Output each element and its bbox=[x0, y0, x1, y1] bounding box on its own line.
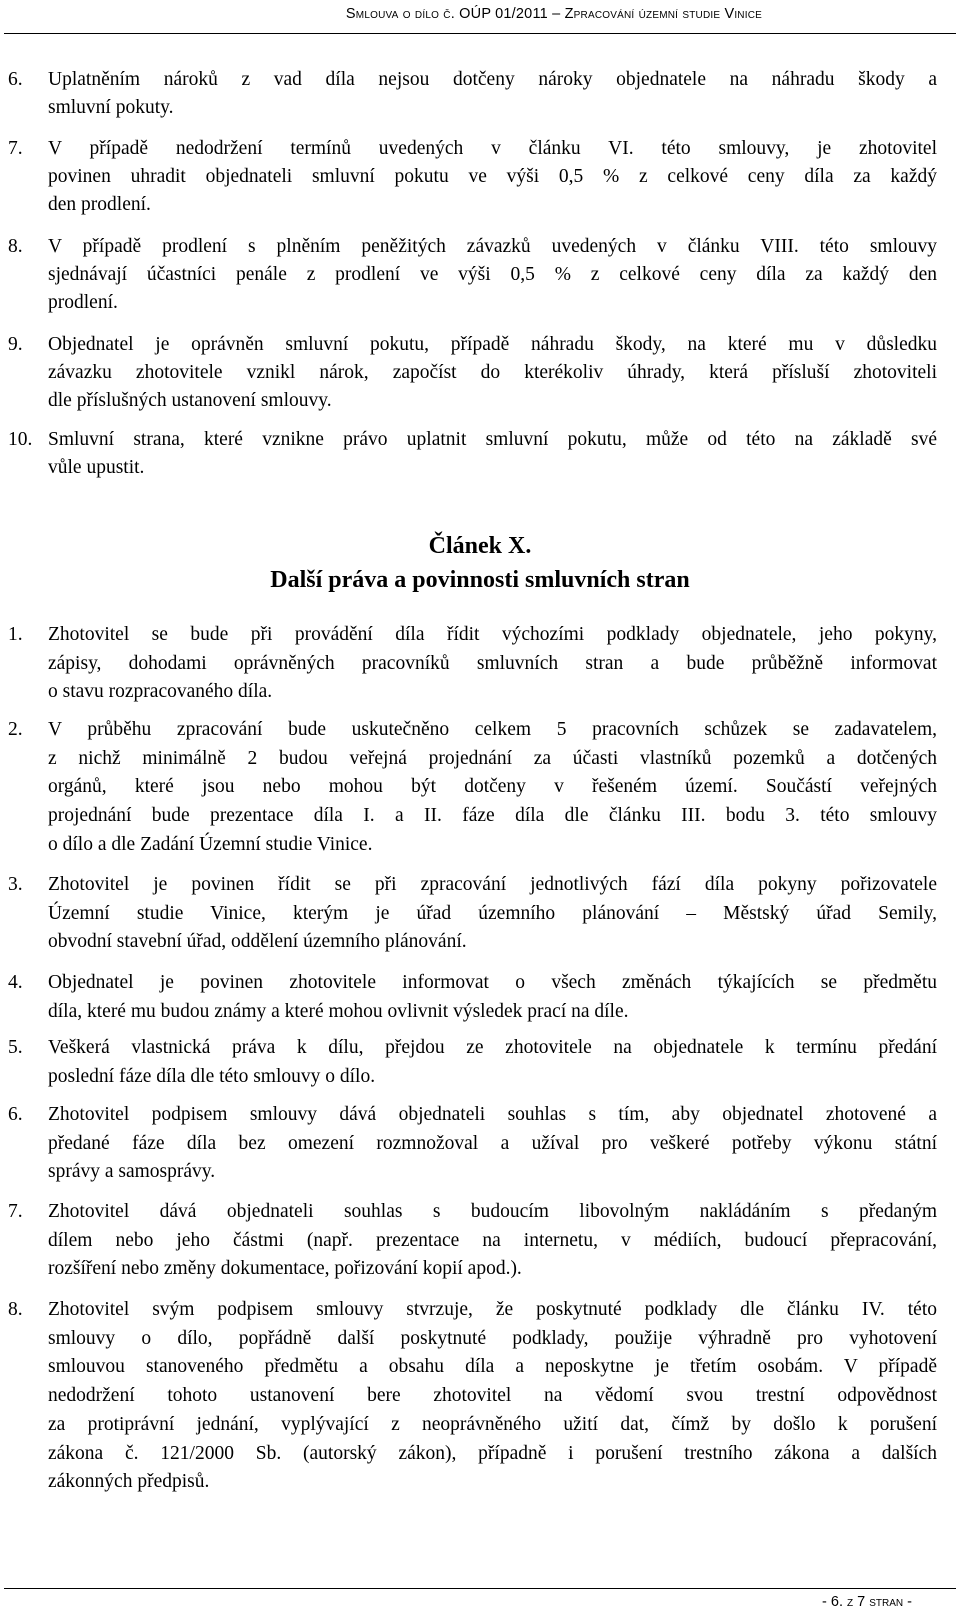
item-text-line: vůle upustit. bbox=[48, 457, 145, 478]
item-text-line: Zhotovitel svým podpisem smlouvy stvrzuje, že poskytnuté podklady dle článku IV. této bbox=[48, 1299, 937, 1320]
footer-rule bbox=[4, 1588, 956, 1589]
item-text-line: smlouvou stanoveného předmětu a obsahu díla a neposkytne je třetím osobám. V případě bbox=[48, 1356, 937, 1378]
item-number: 4. bbox=[8, 972, 23, 993]
item-text-line: smlouvy o dílo, popřádně další poskytnuté podklady, použije výhradně pro vyhotovení bbox=[48, 1327, 937, 1349]
item-text-line: Zhotovitel podpisem smlouvy dává objednateli souhlas s tím, aby objednatel zhotovené a bbox=[48, 1104, 937, 1125]
item-text-line: zákona č. 121/2000 Sb. (autorský zákon), případně i porušení trestního zákona a dalších bbox=[48, 1442, 937, 1464]
item-text-line: smluvní pokuty. bbox=[48, 97, 174, 118]
item-text-line: obvodní stavební úřad, oddělení územního plánování. bbox=[48, 931, 467, 953]
item-text-line: Zhotovitel dává objednateli souhlas s budoucím libovolným nakládáním s předaným bbox=[48, 1201, 937, 1222]
item-text-line: orgánů, které jsou nebo mohou být dotčeny v řešeném území. Součástí veřejných bbox=[48, 776, 937, 798]
item-number: 7. bbox=[8, 1201, 23, 1222]
item-text-line: o dílo a dle Zadání Územní studie Vinice. bbox=[48, 833, 373, 855]
item-text-line: správy a samosprávy. bbox=[48, 1161, 216, 1183]
header-title: Smlouva o dílo č. OÚP 01/2011 – Zpracování územní studie Vinice bbox=[345, 6, 762, 22]
item-text-line: předané fáze díla bez omezení rozmnožoval a užíval pro veškeré potřeby výkonu státní bbox=[48, 1132, 937, 1154]
item-number: 10. bbox=[8, 429, 33, 450]
item-number: 3. bbox=[8, 874, 23, 895]
item-text-line: prodlení. bbox=[48, 292, 118, 313]
item-text-line: dílem nebo jeho částmi (např. prezentace na internetu, v médiích, budoucí přepracování, bbox=[48, 1229, 937, 1251]
item-text-line: Objednatel je oprávněn smluvní pokutu, případě náhradu škody, na které mu v důsledku bbox=[48, 334, 937, 355]
item-number: 8. bbox=[8, 1299, 23, 1320]
header-rule bbox=[4, 33, 956, 34]
item-number: 7. bbox=[8, 138, 23, 159]
item-text-line: den prodlení. bbox=[48, 194, 151, 215]
item-text-line: závazku zhotovitele vznikl nárok, započíst do kterékoliv úhrady, která přísluší zhotoviteli bbox=[48, 362, 937, 383]
article-title: Další práva a povinnosti smluvních stran bbox=[270, 567, 690, 593]
item-number: 6. bbox=[8, 69, 23, 90]
item-number: 8. bbox=[8, 236, 23, 257]
item-text-line: Územní studie Vinice, kterým je úřad územního plánování – Městský úřad Semily, bbox=[48, 902, 937, 924]
item-text-line: dle příslušných ustanovení smlouvy. bbox=[48, 390, 332, 411]
item-text-line: poslední fáze díla dle této smlouvy o dílo. bbox=[48, 1065, 376, 1087]
item-number: 6. bbox=[8, 1104, 23, 1125]
item-number: 2. bbox=[8, 719, 23, 740]
item-text-line: sjednávají účastníci penále z prodlení ve výši 0,5 % z celkové ceny díla za každý den bbox=[48, 264, 937, 285]
item-text-line: z nichž minimálně 2 budou veřejná projednání za účasti vlastníků pozemků a dotčených bbox=[48, 747, 937, 769]
item-text-line: povinen uhradit objednateli smluvní pokutu ve výši 0,5 % z celkové ceny díla za každý bbox=[48, 166, 937, 187]
item-text-line: V průběhu zpracování bude uskutečněno celkem 5 pracovních schůzek se zadavatelem, bbox=[48, 719, 937, 740]
article-number: Článek X. bbox=[428, 533, 532, 559]
item-text-line: V případě prodlení s plněním peněžitých závazků uvedených v článku VIII. této smlouvy bbox=[48, 236, 937, 257]
item-number: 5. bbox=[8, 1037, 23, 1058]
item-text-line: Zhotovitel je povinen řídit se při zpracování jednotlivých fází díla pokyny pořizovatele bbox=[48, 874, 937, 895]
item-text-line: rozšíření nebo změny dokumentace, pořizování kopií apod.). bbox=[48, 1258, 522, 1280]
item-text-line: Veškerá vlastnická práva k dílu, přejdou ze zhotovitele na objednatele k termínu předání bbox=[48, 1037, 937, 1058]
item-text-line: za protiprávní jednání, vyplývající z neoprávněného užití dat, čímž by došlo k porušení bbox=[48, 1413, 937, 1435]
page-number: - 6. z 7 stran - bbox=[822, 1594, 912, 1610]
item-text-line: Smluvní strana, které vznikne právo uplatnit smluvní pokutu, může od této na základě své bbox=[48, 429, 937, 450]
item-text-line: zákonných předpisů. bbox=[48, 1471, 210, 1493]
item-text-line: Objednatel je povinen zhotovitele informovat o všech změnách týkajících se předmětu bbox=[48, 972, 937, 993]
item-text-line: díla, které mu budou známy a které mohou ovlivnit výsledek prací na díle. bbox=[48, 1000, 629, 1022]
item-text-line: zápisy, dohodami oprávněných pracovníků smluvních stran a bude průběžně informovat bbox=[48, 652, 937, 674]
item-text-line: nedodržení tohoto ustanovení bere zhotovitel na vědomí svou trestní odpovědnost bbox=[48, 1385, 937, 1407]
item-number: 1. bbox=[8, 624, 23, 645]
item-number: 9. bbox=[8, 334, 23, 355]
item-text-line: V případě nedodržení termínů uvedených v článku VI. této smlouvy, je zhotovitel bbox=[48, 138, 937, 159]
item-text-line: o stavu rozpracovaného díla. bbox=[48, 681, 273, 703]
item-text-line: Zhotovitel se bude při provádění díla řídit výchozími podklady objednatele, jeho pokyny, bbox=[48, 624, 937, 645]
item-text-line: projednání bude prezentace díla I. a II. fáze díla dle článku III. bodu 3. této smlouvy bbox=[48, 805, 937, 827]
page-header bbox=[0, 0, 960, 36]
item-text-line: Uplatněním nároků z vad díla nejsou dotčeny nároky objednatele na náhradu škody a bbox=[48, 69, 937, 90]
